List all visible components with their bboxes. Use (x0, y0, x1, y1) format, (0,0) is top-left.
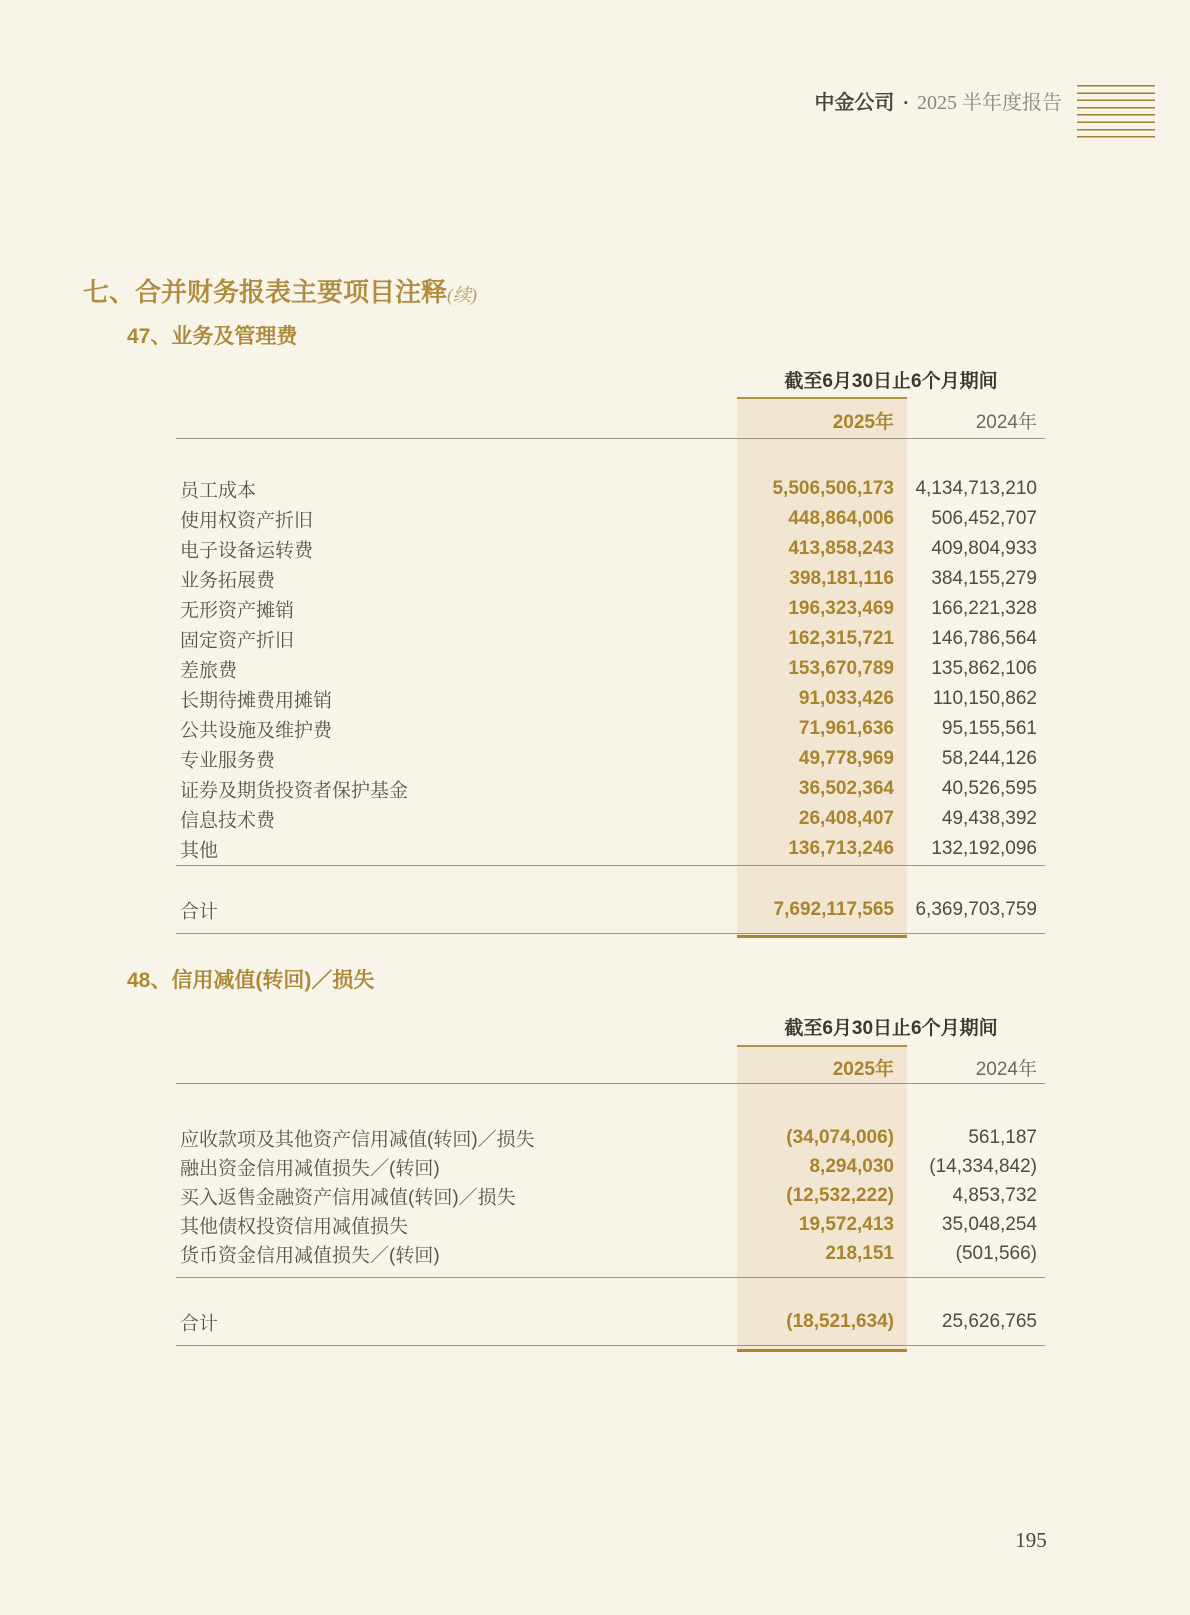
section-heading-suffix: (续) (447, 285, 478, 305)
expenses-table (176, 360, 1045, 950)
stacked-lines-icon (1077, 85, 1155, 138)
table-rule (176, 1345, 1045, 1346)
value-2024: 506,452,707 (931, 508, 1037, 529)
row-label: 固定资产折旧 (180, 630, 295, 652)
value-2025: 153,670,789 (788, 658, 894, 679)
table-row (176, 834, 1045, 864)
value-2025: 218,151 (825, 1242, 894, 1264)
table-rows (176, 1123, 1045, 1268)
value-2025: 162,315,721 (788, 628, 894, 649)
column-headers (176, 407, 1045, 431)
row-label: 员工成本 (180, 480, 257, 502)
table-row (176, 1181, 1045, 1210)
value-2025: 136,713,246 (788, 838, 894, 859)
row-label: 买入返售金融资产信用减值(转回)／损失 (180, 1187, 516, 1208)
total-label: 合计 (180, 1313, 219, 1335)
value-2024: 35,048,254 (941, 1213, 1037, 1235)
value-2024: 95,155,561 (941, 718, 1037, 739)
report-title: 2025 半年度报告 (917, 92, 1062, 114)
row-label: 证券及期货投资者保护基金 (180, 780, 409, 802)
column-headers (176, 1054, 1045, 1078)
table-row (176, 624, 1045, 654)
row-label: 业务拓展费 (180, 570, 276, 592)
row-label: 长期待摊费用摊销 (180, 690, 333, 712)
table-row (176, 1239, 1045, 1268)
value-2024: (14,334,842) (929, 1155, 1037, 1177)
period-header: 截至6月30日止6个月期间 (784, 371, 998, 392)
value-2025: 71,961,636 (798, 718, 894, 739)
value-2025: 49,778,969 (798, 748, 894, 769)
value-2025: 19,572,413 (798, 1213, 894, 1235)
row-label: 其他 (180, 840, 219, 862)
table-row (176, 1210, 1045, 1239)
section-heading-text: 七、合并财务报表主要项目注释 (83, 277, 448, 307)
row-label: 应收款项及其他资产信用减值(转回)／损失 (180, 1129, 535, 1150)
value-2024: 4,853,732 (952, 1184, 1037, 1206)
value-2025: 91,033,426 (798, 688, 894, 709)
total-value-2025: (18,521,634) (786, 1311, 894, 1332)
table-row (176, 594, 1045, 624)
year-2025-header: 2025年 (832, 1059, 894, 1080)
total-value-2024: 25,626,765 (941, 1311, 1037, 1332)
table-row (176, 744, 1045, 774)
row-label: 使用权资产折旧 (180, 510, 314, 532)
table-rule (176, 933, 1045, 934)
total-value-2025: 7,692,117,565 (773, 899, 894, 920)
table-47-heading: 47、业务及管理费 (127, 325, 298, 348)
value-2024: (501,566) (955, 1242, 1037, 1264)
period-header: 截至6月30日止6个月期间 (784, 1018, 998, 1039)
row-label: 公共设施及维护费 (180, 720, 333, 742)
row-label: 融出资金信用减值损失／(转回) (180, 1158, 440, 1179)
table-rule (176, 438, 1045, 439)
table-row (176, 804, 1045, 834)
separator-dot-icon: • (903, 95, 908, 110)
table-rule (176, 1277, 1045, 1278)
value-2024: 166,221,328 (931, 598, 1037, 619)
row-label: 电子设备运转费 (180, 540, 314, 562)
credit-impairment-table (176, 1010, 1045, 1365)
value-2024: 4,134,713,210 (915, 478, 1037, 499)
page-number: 195 (1015, 1528, 1047, 1552)
value-2025: 448,864,006 (788, 508, 894, 529)
total-row (176, 895, 1045, 925)
table-row (176, 564, 1045, 594)
value-2024: 49,438,392 (941, 808, 1037, 829)
value-2024: 40,526,595 (941, 778, 1037, 799)
table-row (176, 1123, 1045, 1152)
year-2025-header: 2025年 (832, 412, 894, 433)
value-2025: 5,506,506,173 (772, 478, 894, 499)
table-row (176, 654, 1045, 684)
value-2025: (12,532,222) (786, 1184, 894, 1206)
value-2025: 8,294,030 (809, 1155, 894, 1177)
value-2024: 146,786,564 (931, 628, 1037, 649)
table-row (176, 474, 1045, 504)
table-row (176, 714, 1045, 744)
value-2024: 561,187 (968, 1126, 1037, 1148)
value-2024: 110,150,862 (932, 688, 1037, 709)
value-2024: 135,862,106 (931, 658, 1037, 679)
table-row (176, 534, 1045, 564)
row-label: 货币资金信用减值损失／(转回) (180, 1245, 440, 1266)
table-row (176, 774, 1045, 804)
value-2024: 409,804,933 (931, 538, 1037, 559)
value-2025: 398,181,116 (789, 568, 894, 589)
value-2025: 196,323,469 (788, 598, 894, 619)
section-heading (83, 272, 477, 309)
company-name: 中金公司 (814, 92, 895, 114)
table-row (176, 1152, 1045, 1181)
value-2025: (34,074,006) (786, 1126, 894, 1148)
page-header (814, 86, 1062, 115)
value-2024: 384,155,279 (931, 568, 1037, 589)
table-48-heading: 48、信用减值(转回)／损失 (127, 969, 375, 992)
table-rule (176, 865, 1045, 866)
table-rule (176, 1083, 1045, 1084)
row-label: 专业服务费 (180, 750, 276, 772)
value-2024: 58,244,126 (941, 748, 1037, 769)
total-value-2024: 6,369,703,759 (915, 899, 1037, 920)
value-2025: 26,408,407 (798, 808, 894, 829)
year-2024-header: 2024年 (975, 1059, 1037, 1080)
year-2024-header: 2024年 (975, 412, 1037, 433)
row-label: 无形资产摊销 (180, 600, 295, 622)
table-rows (176, 474, 1045, 864)
row-label: 差旅费 (180, 660, 238, 682)
value-2024: 132,192,096 (931, 838, 1037, 859)
total-label: 合计 (180, 901, 219, 923)
total-row (176, 1307, 1045, 1337)
table-row (176, 504, 1045, 534)
value-2025: 36,502,364 (798, 778, 894, 799)
value-2025: 413,858,243 (788, 538, 894, 559)
table-row (176, 684, 1045, 714)
row-label: 信息技术费 (180, 810, 276, 832)
row-label: 其他债权投资信用减值损失 (180, 1216, 409, 1237)
